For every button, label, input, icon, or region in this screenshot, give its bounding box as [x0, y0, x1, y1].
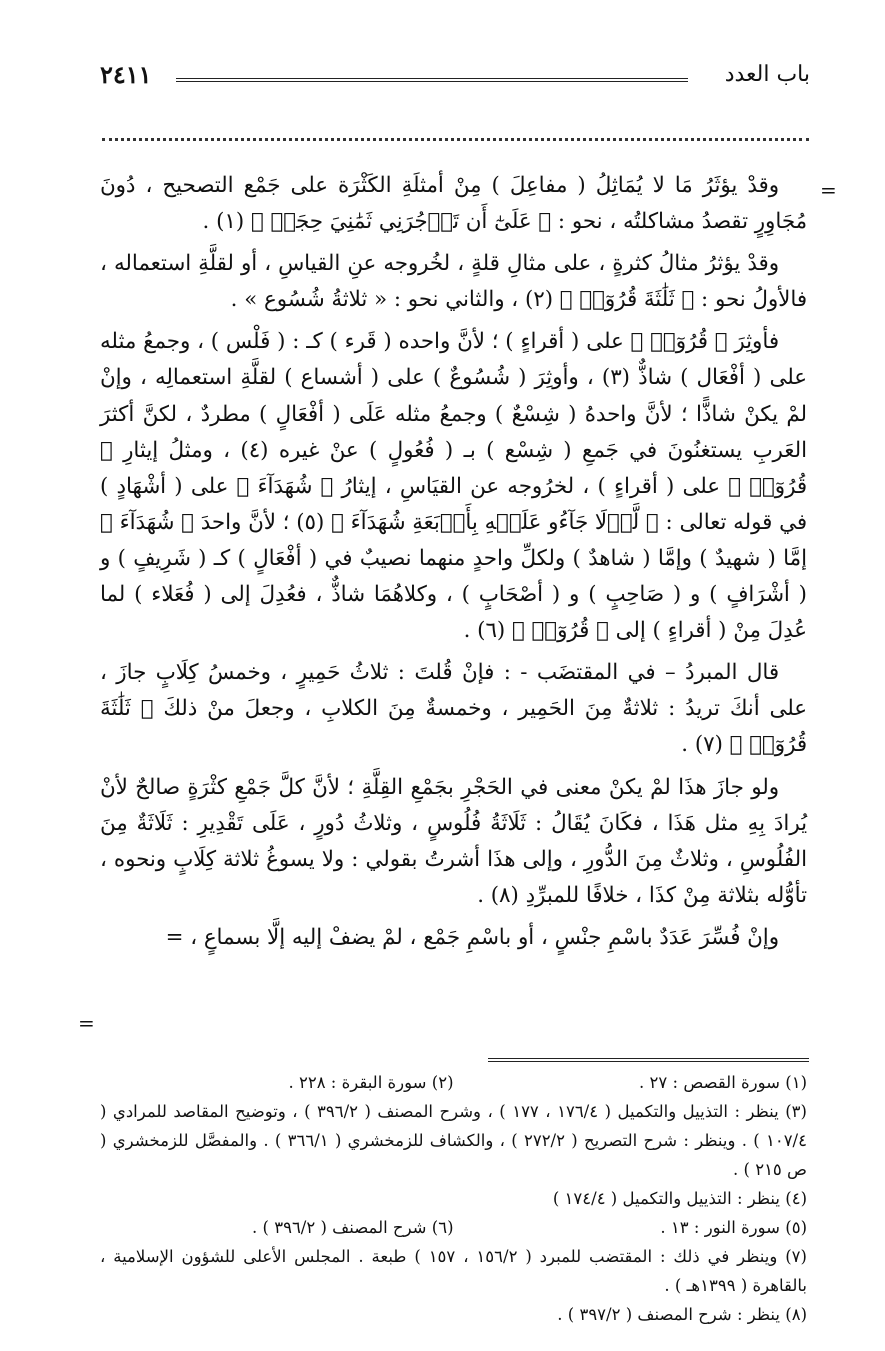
paragraph: فأوثِرَ ﴿ قُرُوٓءٖ ﴾ على ( أقراءٍ ) ؛ لأنَّ واحده ( قَرء ) كـ : ( فَلْس ) ، وجمعُ مثله على ( أفْعَال ) شاذٌّ (٣) ، وأوثِرَ ( شُسُوعٌ ) على ( أشساع ) لقلَّةِ استعمالِه ، وإنْ لمْ يكنْ شاذًّا ؛ لأنَّ واحدهُ ( شِسْعٌ ) وجمعُ مثله عَلَى ( أفْعَالٍ ) مطردٌ ، لكنَّ أكثرَ العَربِ يستغنُونَ في جَمعِ ( شِسْع ) بـ ( فُعُولٍ ) عنْ غيره (٤) ، ومثلُ إيثارِ ﴿ قُرُوٓءٖ ﴾ على ( أقراءٍ ) ، لخرُوجه عن القيَاسِ ، إيثارُ ﴿ شُهَدَآءَ ﴾ على ( أشْهَادٍ ) في قوله تعالى : ﴿ لَّوۡلَا جَآءُو عَلَيۡهِ بِأَرۡبَعَةِ شُهَدَآءَ ﴾ (٥) ؛ لأنَّ واحدَ ﴿ شُهَدَآءَ ﴾ إمَّا ( شهيدٌ ) وإمَّا ( شاهدٌ ) ولكلِّ واحدٍ منهما نصيبٌ في ( أفْعَالٍ ) كـ ( شَرِيفٍ ) و ( أشْرَافٍ ) و ( صَاحِبٍ ) و ( أصْحَابٍ ) ، وكلاهُمَا شاذٌّ ، فعُدِلَ إلى ( فُعَلاء ) لما عُدِلَ مِنْ ( أقراءٍ ) إلى ﴿ قُرُوٓءٖ ﴾ (٦) . [100, 329, 807, 644]
footnote-5: (٥) سورة النور : ١٣ . [660, 1218, 807, 1237]
page-number: ٢٤١١ [100, 60, 152, 89]
dotted-separator [102, 138, 809, 141]
footnote-3: (٣) ينظر : التذييل والتكميل ( ١٧٦/٤ ، ١٧٧ ) ، وشرح المصنف ( ٣٩٦/٢ ) ، وتوضيح المقاصد للمرادي ( ١٠٧/٤ ) . وينظر : شرح التصريح ( ٢٧٢/٢ ) ، والكشاف للزمخشري ( ٣٦٦/١ ) . والمفصَّل للزمخشري ( ص ٢١٥ ) . [100, 1102, 807, 1179]
footnote-rule [488, 1058, 809, 1062]
footnote-8: (٨) ينظر : شرح المصنف ( ٣٩٧/٢ ) . [557, 1305, 807, 1324]
paragraph: ولو جازَ هذَا لمْ يكنْ معنى في الحَجْرِ بجَمْعِ القِلَّةِ ؛ لأنَّ كلَّ جَمْعِ كثْرَةٍ صالحٌ لأنْ يُرادَ بِهِ مثل هَذَا ، فكَانَ يُقَالُ : ثَلَاثَةُ فُلُوسٍ ، وثلاثُ دُورٍ ، عَلَى تَقْدِيرِ : ثَلَاثَةٌ مِنَ الفُلُوسِ ، وثلاثٌ مِنَ الدُّورِ ، وإلى هذَا أشرتُ بقولي : ولا يسوغُ ثلاثة كِلَابٍ ونحوه ، تأوُّله بثلاثة مِنْ كذَا ، خلافًا للمبرِّدِ (٨) . [100, 774, 807, 908]
footnote-6: (٦) شرح المصنف ( ٣٩٦/٢ ) . [252, 1218, 454, 1237]
continuation-mark-top: = [820, 178, 837, 202]
paragraph: وإنْ فُسِّرَ عَدَدٌ باسْمِ جنْسٍ ، أو باسْمِ جَمْع ، لمْ يضفْ إليه إلَّا بسماعٍ ، = [165, 924, 779, 950]
chapter-title: باب العدد [724, 62, 810, 87]
footnote-row [100, 1068, 807, 1097]
footnote-2: (٢) سورة البقرة : ٢٢٨ . [288, 1073, 454, 1092]
main-text [100, 168, 807, 962]
running-header [100, 58, 810, 98]
footnote-4: (٤) ينظر : التذييل والتكميل ( ١٧٤/٤ ) [552, 1189, 807, 1208]
footnotes [100, 1068, 807, 1329]
paragraph: وقدْ يؤثَرُ مَا لا يُمَاثِلُ ( مفاعِلَ ) مِنْ أمثلَةِ الكَثْرَة على جَمْع التصحيح ، دُونَ مُجَاوِرٍ تقصدُ مشاكلتُه ، نحو : ﴿ عَلَىٰٓ أَن تَأۡجُرَنِي ثَمَٰنِيَ حِجَجٖ ﴾ (١) . [100, 173, 807, 235]
footnote-row [100, 1184, 807, 1213]
footnote-7: (٧) وينظر في ذلك : المقتضب للمبرد ( ١٥٦/٢ ، ١٥٧ ) طبعة . المجلس الأعلى للشؤون الإسلامية ، بالقاهرة ( ١٣٩٩هـ ) . [100, 1247, 807, 1295]
footnote-1: (١) سورة القصص : ٢٧ . [639, 1073, 807, 1092]
continuation-mark-bottom: = [78, 1011, 95, 1035]
footnote-row [100, 1213, 807, 1242]
paragraph: وقدْ يؤثرُ مثالُ كثرةٍ ، على مثالِ قلةٍ ، لخُروجه عنِ القياسِ ، أو لقلَّةِ استعماله ، فالأولُ نحو : ﴿ ثَلَٰثَةَ قُرُوٓءٖ ﴾ (٢) ، والثاني نحو : « ثلاثةُ شُسُوع » . [100, 251, 807, 313]
header-rule [176, 78, 688, 82]
paragraph: قال المبردُ – في المقتضَب - : فإنْ قُلتَ : ثلاثُ حَمِيرٍ ، وخمسُ كِلَابٍ جازَ ، على أنكَ تريدُ : ثلاثةٌ مِنَ الحَمِير ، وخمسةٌ مِنَ الكلابِ ، وجعلَ منْ ذلكَ ﴿ ثَلَٰثَةَ قُرُوٓءٖ ﴾ (٧) . [100, 660, 807, 758]
